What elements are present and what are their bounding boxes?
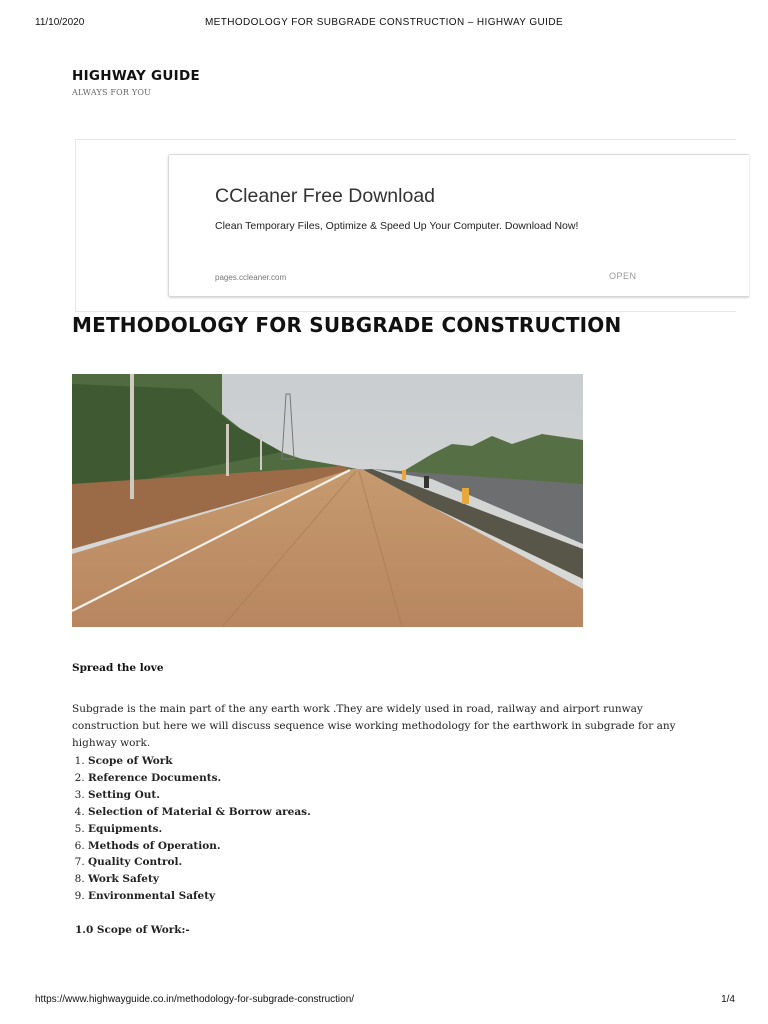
list-item: 5. Equipments. <box>88 821 311 838</box>
list-item: 2. Reference Documents. <box>88 770 311 787</box>
list-item: 4. Selection of Material & Borrow areas. <box>88 804 311 821</box>
article-title: METHODOLOGY FOR SUBGRADE CONSTRUCTION <box>72 313 622 337</box>
print-url[interactable]: https://www.highwayguide.co.in/methodology-for-subgrade-construction/ <box>35 994 355 1005</box>
print-footer <box>0 994 768 1008</box>
section-heading-scope: 1.0 Scope of Work:- <box>75 924 190 936</box>
print-date: 11/10/2020 <box>35 17 85 28</box>
list-item: 8. Work Safety <box>88 871 311 888</box>
list-item: 9. Environmental Safety <box>88 888 311 905</box>
site-title[interactable]: HIGHWAY GUIDE <box>72 68 201 84</box>
intro-paragraph: Subgrade is the main part of the any earth work .They are widely used in road, railway and airport runway construction but here we will discuss sequence wise working methodology for the earthwork in subgrade for any highway work. <box>72 703 676 749</box>
ad-open-button[interactable]: OPEN <box>609 271 637 281</box>
list-item: 7. Quality Control. <box>88 854 311 871</box>
spread-the-love: Spread the love <box>72 662 164 674</box>
ad-description: Clean Temporary Files, Optimize & Speed Up Your Computer. Download Now! <box>215 220 579 232</box>
ad-domain[interactable]: pages.ccleaner.com <box>215 273 287 282</box>
page-number: 1/4 <box>721 994 735 1005</box>
road-subgrade-photo <box>72 374 583 627</box>
contents-list <box>72 753 311 905</box>
list-item: 6. Methods of Operation. <box>88 838 311 855</box>
ad-card[interactable] <box>168 154 749 297</box>
list-item: 3. Setting Out. <box>88 787 311 804</box>
site-tagline: ALWAYS FOR YOU <box>72 88 152 97</box>
print-header <box>0 17 768 31</box>
print-document-title: METHODOLOGY FOR SUBGRADE CONSTRUCTION – HIGHWAY GUIDE <box>204 17 564 28</box>
road-subgrade-photo-illustration <box>72 374 583 627</box>
advertisement-frame <box>75 139 736 312</box>
ad-title[interactable]: CCleaner Free Download <box>215 185 436 207</box>
list-item: 1. Scope of Work <box>88 753 311 770</box>
